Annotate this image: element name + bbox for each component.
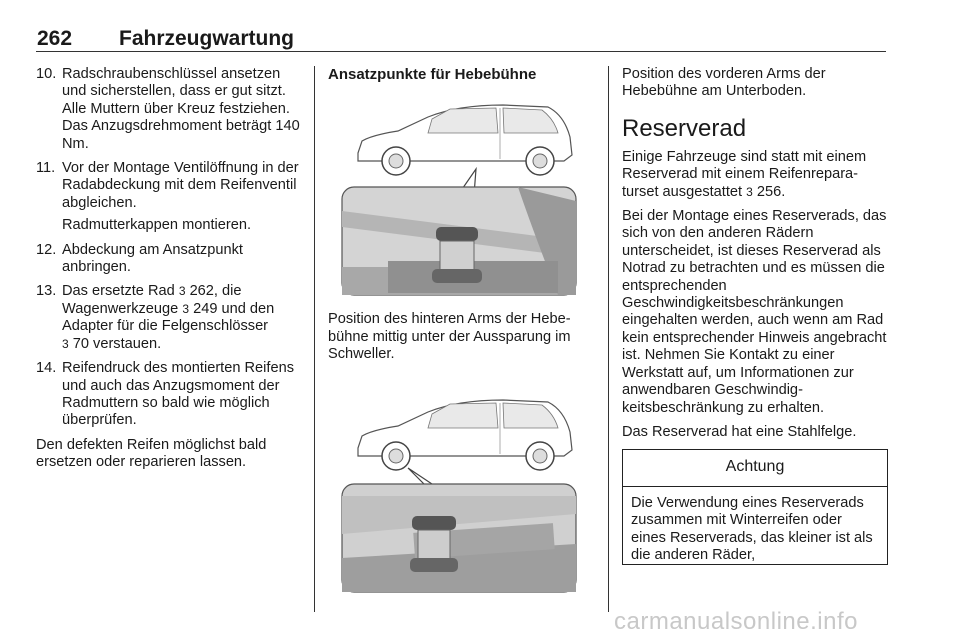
step-text: Radschraubenschlüssel ansetzen und sicherstellen, dass er gut sitzt. Alle Muttern über Kreuz festziehen. Das Anzugsdrehmoment beträgt 140 Nm.: [62, 66, 300, 152]
step-text: Vor der Montage Ventilöffnung in der Radabdeckung mit dem Reifenventil abgleichen.: [62, 160, 299, 211]
paragraph-steel-rim: Das Reserverad hat eine Stahlfelge.: [622, 423, 857, 440]
text: .: [781, 183, 786, 200]
step-text: , die Wagenwerkzeuge: [62, 283, 242, 317]
figure-rear-lift-point: [328, 91, 590, 301]
step-number: 12.: [36, 241, 57, 258]
step-number: 13.: [36, 283, 57, 300]
column-divider: [314, 66, 315, 612]
warning-title: Achtung: [623, 450, 887, 486]
step-number: 11.: [36, 160, 56, 177]
section-heading-spare-wheel: Reserverad: [622, 114, 747, 142]
closing-text: Den defekten Reifen möglichst bald ersetzen oder reparieren lassen.: [36, 436, 267, 471]
column-divider: [608, 66, 609, 612]
warning-box: [622, 449, 888, 565]
step-11: [36, 160, 302, 212]
step-number: 10.: [36, 66, 57, 82]
step-13: [36, 283, 302, 353]
figure-front-lift-point: [328, 384, 590, 596]
header-rule: [36, 51, 886, 52]
page-ref-arrow-icon: 3: [746, 184, 753, 199]
step-text: verstauen.: [88, 335, 162, 352]
page-number: 262: [37, 27, 73, 50]
column-middle: [328, 66, 592, 606]
caption-front-arm: Position des vorderen Arms der Hebebühne am Unterboden.: [622, 66, 826, 100]
step-text: Abdeckung am Ansatzpunkt anbringen.: [62, 241, 243, 276]
page-ref[interactable]: 262: [189, 283, 214, 300]
step-text: und den Adapter für die Felgenschlösser: [62, 300, 275, 335]
page-title: Fahrzeugwartung: [119, 27, 295, 50]
step-text: Reifendruck des montierten Reifens und auch das Anzugsmoment der Radmuttern so bald wie möglich überprüfen.: [62, 360, 294, 429]
page-ref[interactable]: 70: [72, 335, 89, 352]
step-14: [36, 360, 302, 430]
warning-text: Die Verwendung eines Reserverads zusammen mit Winterreifen oder eines Reserverads, das kleiner ist als die anderen Räder,: [631, 494, 873, 563]
page-ref-arrow-icon: 3: [178, 284, 186, 299]
page-ref-arrow-icon: 3: [62, 336, 69, 351]
step-12: [36, 242, 302, 277]
paragraph-spare-intro: [622, 149, 888, 201]
text: Einige Fahrzeuge sind statt mit einem Reserverad mit einem Reifenreparaturset ausgestattet: [622, 148, 867, 200]
step-text: Das ersetzte Rad: [62, 283, 175, 300]
step-text: Radmutterkappen montieren.: [62, 217, 252, 234]
paragraph-spare-speed: Bei der Montage eines Reserverads, das sich von den anderen Rädern unterscheidet, ist dieses Reserverad als Notrad zu betrachten und es müssen die entsprechenden Geschwindigkeitsbeschränkungen eingehalten werden, auch wenn am Rad kein entsprechender Hinweis angebracht ist. Nehmen Sie Kontakt zu einer Werkstatt auf, um Informationen zur anwendbaren Geschwindigkeitsbeschränkung zu erhalten.: [622, 208, 887, 416]
watermark: carmanualsonline.info: [614, 608, 858, 635]
car-front-arm-illustration: [328, 384, 590, 596]
step-10: [36, 66, 302, 153]
page-ref[interactable]: 249: [193, 300, 218, 317]
car-rear-arm-illustration: [328, 91, 590, 301]
step-number: 14.: [36, 360, 57, 377]
page-ref[interactable]: 256: [756, 183, 782, 200]
column-left: [36, 66, 302, 479]
step-11-sub: [36, 217, 302, 234]
column-right: [622, 66, 888, 565]
page-ref-arrow-icon: 3: [182, 301, 190, 316]
caption-rear-arm: Position des hinteren Arms der Hebebühne mittig unter der Aussparung im Schweller.: [328, 311, 571, 363]
section-heading-lift-points: Ansatzpunkte für Hebebühne: [328, 66, 537, 83]
